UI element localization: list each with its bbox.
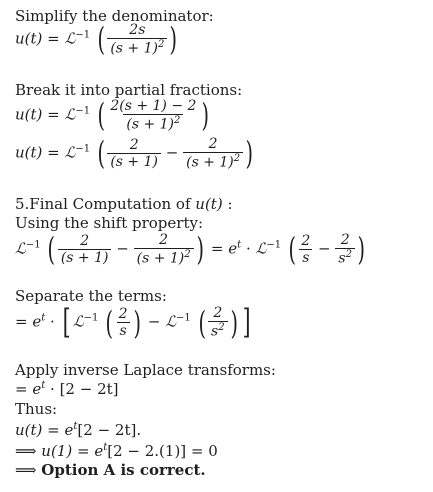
final-answer: Option A is correct.: [41, 461, 206, 479]
heading-simplify: Simplify the denominator:: [15, 7, 214, 25]
subheading-shift-property: Using the shift property:: [15, 214, 204, 232]
implies-u1: ⟹ $u(1) = e^t[2 - 2.(1)] = 0$: [15, 442, 218, 460]
heading-inverse-laplace: Apply inverse Laplace transforms:: [15, 361, 276, 379]
heading-separate-terms: Separate the terms:: [15, 287, 167, 305]
ut-expression: $u(t) = e^t[2 - 2t]$.: [15, 421, 142, 439]
equation-separate-terms: = $e^t$ · [ ℒ$^{-1}$ ( $\frac{2}{s}$ ) − ℒ$^{-1}$ ( $\frac{2}{s^2}$ ) ]: [15, 302, 251, 342]
implies-arrow-icon: ⟹: [15, 461, 37, 479]
thus-label: Thus:: [15, 400, 58, 418]
heading-final-computation: 5.Final Computation of u(t) :: [15, 195, 233, 213]
equation-partial-1: u(t) = ℒ$^{-1}$ ( $\frac{2(s + 1) - 2}{(s + 1)^2}$ ): [15, 96, 210, 135]
implies-arrow-icon: ⟹: [15, 442, 37, 460]
equation-shift-property: ℒ$^{-1}$ ( $\frac{2}{(s + 1)}$ − $\frac{2}{(s + 1)^2}$ ) = $e^t$ · ℒ$^{-1}$ ( $\frac{2}{s}$ − $\frac{2}{s^2}$ ): [15, 230, 365, 269]
equation-simplify: u(t) = ℒ$^{-1}$ ( $\frac{2s}{(s + 1)^2}$ ): [15, 20, 178, 59]
equation-partial-2: u(t) = ℒ$^{-1}$ ( $\frac{2}{(s + 1)}$ − $\frac{2}{(s + 1)^2}$ ): [15, 134, 254, 173]
heading-partial-fractions: Break it into partial fractions:: [15, 81, 243, 99]
result-expression: = $e^t \cdot [2 - 2t]$: [15, 380, 119, 398]
implies-answer: [15, 462, 206, 479]
